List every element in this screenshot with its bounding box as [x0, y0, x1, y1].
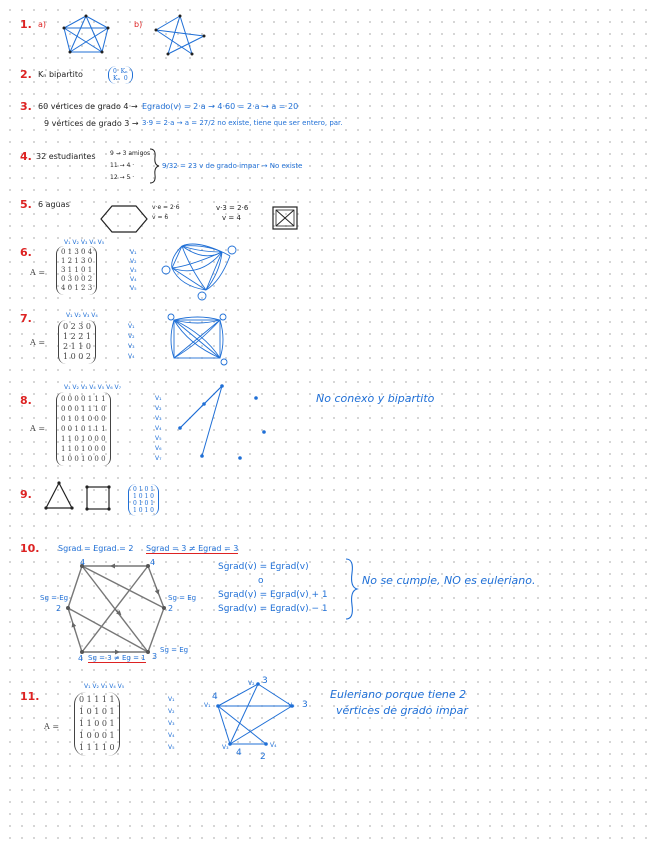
p9-square-graph: [84, 484, 112, 512]
p9-matrix: [128, 484, 159, 516]
p11-note-2: vértices de grado impar: [336, 704, 468, 717]
p10-cond-3: Sgrad(v) = Egrad(v) − 1: [218, 604, 328, 614]
p7-matrix: [58, 320, 96, 364]
item-number-7: 7.: [20, 312, 32, 325]
p4-row-3: 12 → 5 ·: [110, 174, 135, 181]
p11-node-v5: V₅: [288, 702, 295, 709]
p7-row: 0 2 3 0: [63, 322, 91, 331]
p6-row: 0 1 3 0 4: [61, 248, 93, 256]
p7-row: 1 2 2 1: [63, 332, 91, 341]
p11-matrix: [74, 692, 120, 756]
p6-row: 4 0 1 2 3: [61, 284, 93, 292]
p10-weight-1: 4: [80, 558, 86, 567]
p11-node-v3: V₃: [222, 744, 229, 751]
p5-b2: v = 4: [222, 214, 241, 222]
p11-node-v2: V₂: [248, 680, 255, 687]
p6-A: A =: [30, 268, 46, 277]
p7-row: 1 0 0 2: [63, 352, 91, 361]
kn-row-2: Kₙ 0: [113, 75, 128, 82]
p11-row: 1 0 1 0 1: [79, 707, 115, 716]
p8-row-labels: V₁ V₂ V₃ V₄ V₅ V₆ V₇: [155, 395, 162, 462]
kn-bipartite-text: Kₙ bipartito: [38, 70, 83, 79]
item-number-1: 1.: [20, 18, 32, 31]
p5-a2: v = 6: [152, 214, 169, 221]
p10-label-right: Sg = Eg: [168, 594, 197, 602]
p10-label-left: Sg = Eg: [40, 594, 69, 602]
p7-row: 2 1 1 0: [63, 342, 91, 351]
p9-row: 1 0 1 0: [133, 507, 154, 514]
p7-A: A =: [30, 338, 46, 347]
p10-label-bottom: Sg = 3 ≠ Eg = 1: [88, 654, 146, 662]
item-number-11: 11.: [20, 690, 40, 703]
p11-degree-v3: 4: [236, 748, 242, 758]
p11-degree-v5: 3: [302, 700, 308, 710]
p10-top-1: Sgrad = Egrad = 2: [58, 544, 134, 553]
p4-row-1: 9 → 3 amigos: [110, 150, 151, 157]
hexagon-graph: [100, 205, 148, 233]
p10-weight-3: 2: [56, 604, 62, 613]
p11-header: V₁ V₂ V₃ V₄ V₅: [84, 683, 125, 690]
p3-line1-blue: Egrado(v) = 2·a → 4·60 = 2·a → a = 20: [142, 102, 299, 111]
k4-square-graph: [272, 206, 298, 230]
p4-conclusion: 9/32 = 23 v de grado impar → No existe: [162, 162, 303, 170]
p11-row: 1 1 1 1 0: [79, 743, 115, 752]
item-number-4: 4.: [20, 150, 32, 163]
item-number-3: 3.: [20, 100, 32, 113]
p6-header: V₁ V₂ V₃ V₄ V₅: [64, 239, 105, 246]
p8-row: 1 0 0 1 0 0 0: [61, 455, 106, 463]
p6-row: 0 3 0 0 2: [61, 275, 93, 283]
p11-row: 1 0 0 0 1: [79, 731, 115, 740]
p9-row: 0 1 0 1: [133, 500, 154, 507]
p8-row: 0 0 0 0 1 1 1: [61, 395, 106, 403]
p8-row: 0 0 1 0 1 1 1: [61, 425, 106, 433]
p8-note: No conexo y bipartito: [316, 392, 435, 405]
item-number-2: 2.: [20, 68, 32, 81]
p8-matrix: [56, 392, 111, 466]
p10-digraph: [62, 560, 172, 660]
label-a: a): [38, 20, 47, 29]
graph-1b: [148, 12, 212, 62]
p8-row: 1 1 0 1 0 0 0: [61, 445, 106, 453]
p11-row-labels: V₁ V₂ V₃ V₄ V₅: [168, 696, 175, 751]
p6-row: 1 2 1 3 0: [61, 257, 93, 265]
p11-degree-v4: 2: [260, 752, 266, 762]
p10-brace: [344, 558, 358, 620]
p11-graph: [210, 678, 300, 754]
p11-A: A =: [44, 722, 60, 731]
p10-top-2: Sgrad = 3 ≠ Egrad = 3: [146, 544, 239, 553]
p3-line1-black: 60 vértices de grado 4 →: [38, 102, 138, 111]
p10-result: No se cumple, NO es euleriano.: [362, 574, 536, 587]
p10-weight-2: 4: [150, 558, 156, 567]
p5-text: 6 aguas: [38, 200, 70, 209]
p6-row-labels: V₁ V₂ V₃ V₄ V₅: [130, 249, 137, 292]
item-number-5: 5.: [20, 198, 32, 211]
p11-degree-v1: 4: [212, 692, 218, 702]
p10-cond-2: Sgrad(v) = Egrad(v) + 1: [218, 590, 328, 600]
p5-b1: v·3 = 2·6: [216, 204, 249, 212]
p6-multigraph: [160, 238, 240, 300]
kn-block-matrix: [108, 66, 133, 84]
p10-weight-5: 4: [78, 654, 84, 663]
p10-weight-4: 2: [168, 604, 174, 613]
p11-row: 1 1 0 0 1: [79, 719, 115, 728]
item-number-10: 10.: [20, 542, 40, 555]
p3-line2-blue: 3·9 = 2·a → a = 27/2 no existe, tiene que ser entero, par.: [142, 119, 343, 127]
p6-row: 3 1 1 0 1: [61, 266, 93, 274]
p8-row: 0 1 0 1 0 0 0: [61, 415, 106, 423]
kn-row-1: 0 Kₙ: [113, 68, 128, 75]
p3-line2-black: 9 vértices de grado 3 →: [44, 119, 139, 128]
item-number-6: 6.: [20, 246, 32, 259]
p6-matrix: [56, 246, 97, 295]
item-number-9: 9.: [20, 488, 32, 501]
p7-header: V₁ V₂ V₃ V₄: [66, 312, 98, 319]
p11-row: 0 1 1 1 1: [79, 695, 115, 704]
p8-header: V₁ V₂ V₃ V₄ V₅ V₆ V₇: [64, 384, 122, 391]
p7-multigraph: [168, 314, 230, 366]
p4-row-2: 11 → 4 ·: [110, 162, 135, 169]
p10-cond-1: Sgrad(v) = Egrad(v): [218, 562, 309, 572]
p7-row-labels: V₁ V₂ V₃ V₄: [128, 323, 135, 360]
p10-weight-6: 3: [152, 652, 158, 661]
label-b: b): [134, 20, 143, 29]
graph-1a: [56, 12, 116, 62]
p9-row: 1 0 1 0: [133, 493, 154, 500]
p10-label-bottom-right: Sg = Eg: [160, 646, 189, 654]
p8-row: 1 1 0 1 0 0 0: [61, 435, 106, 443]
p8-A: A =: [30, 424, 46, 433]
p9-triangle-graph: [44, 480, 74, 512]
p11-note-1: Euleriano porque tiene 2: [330, 688, 467, 701]
p11-degree-v2: 3: [262, 676, 268, 686]
p5-a1: v·e = 2·6: [152, 204, 180, 211]
p4-students: 32 estudiantes: [36, 152, 96, 161]
p11-node-v4: V₄: [270, 742, 277, 749]
p8-row: 0 0 0 1 1 1 0: [61, 405, 106, 413]
p4-brace: [148, 148, 160, 184]
p11-node-v1: V₁: [204, 702, 211, 709]
p9-row: 0 1 0 1: [133, 486, 154, 493]
item-number-8: 8.: [20, 394, 32, 407]
p10-cond-or: o: [258, 576, 264, 586]
p8-graph: [172, 376, 272, 468]
